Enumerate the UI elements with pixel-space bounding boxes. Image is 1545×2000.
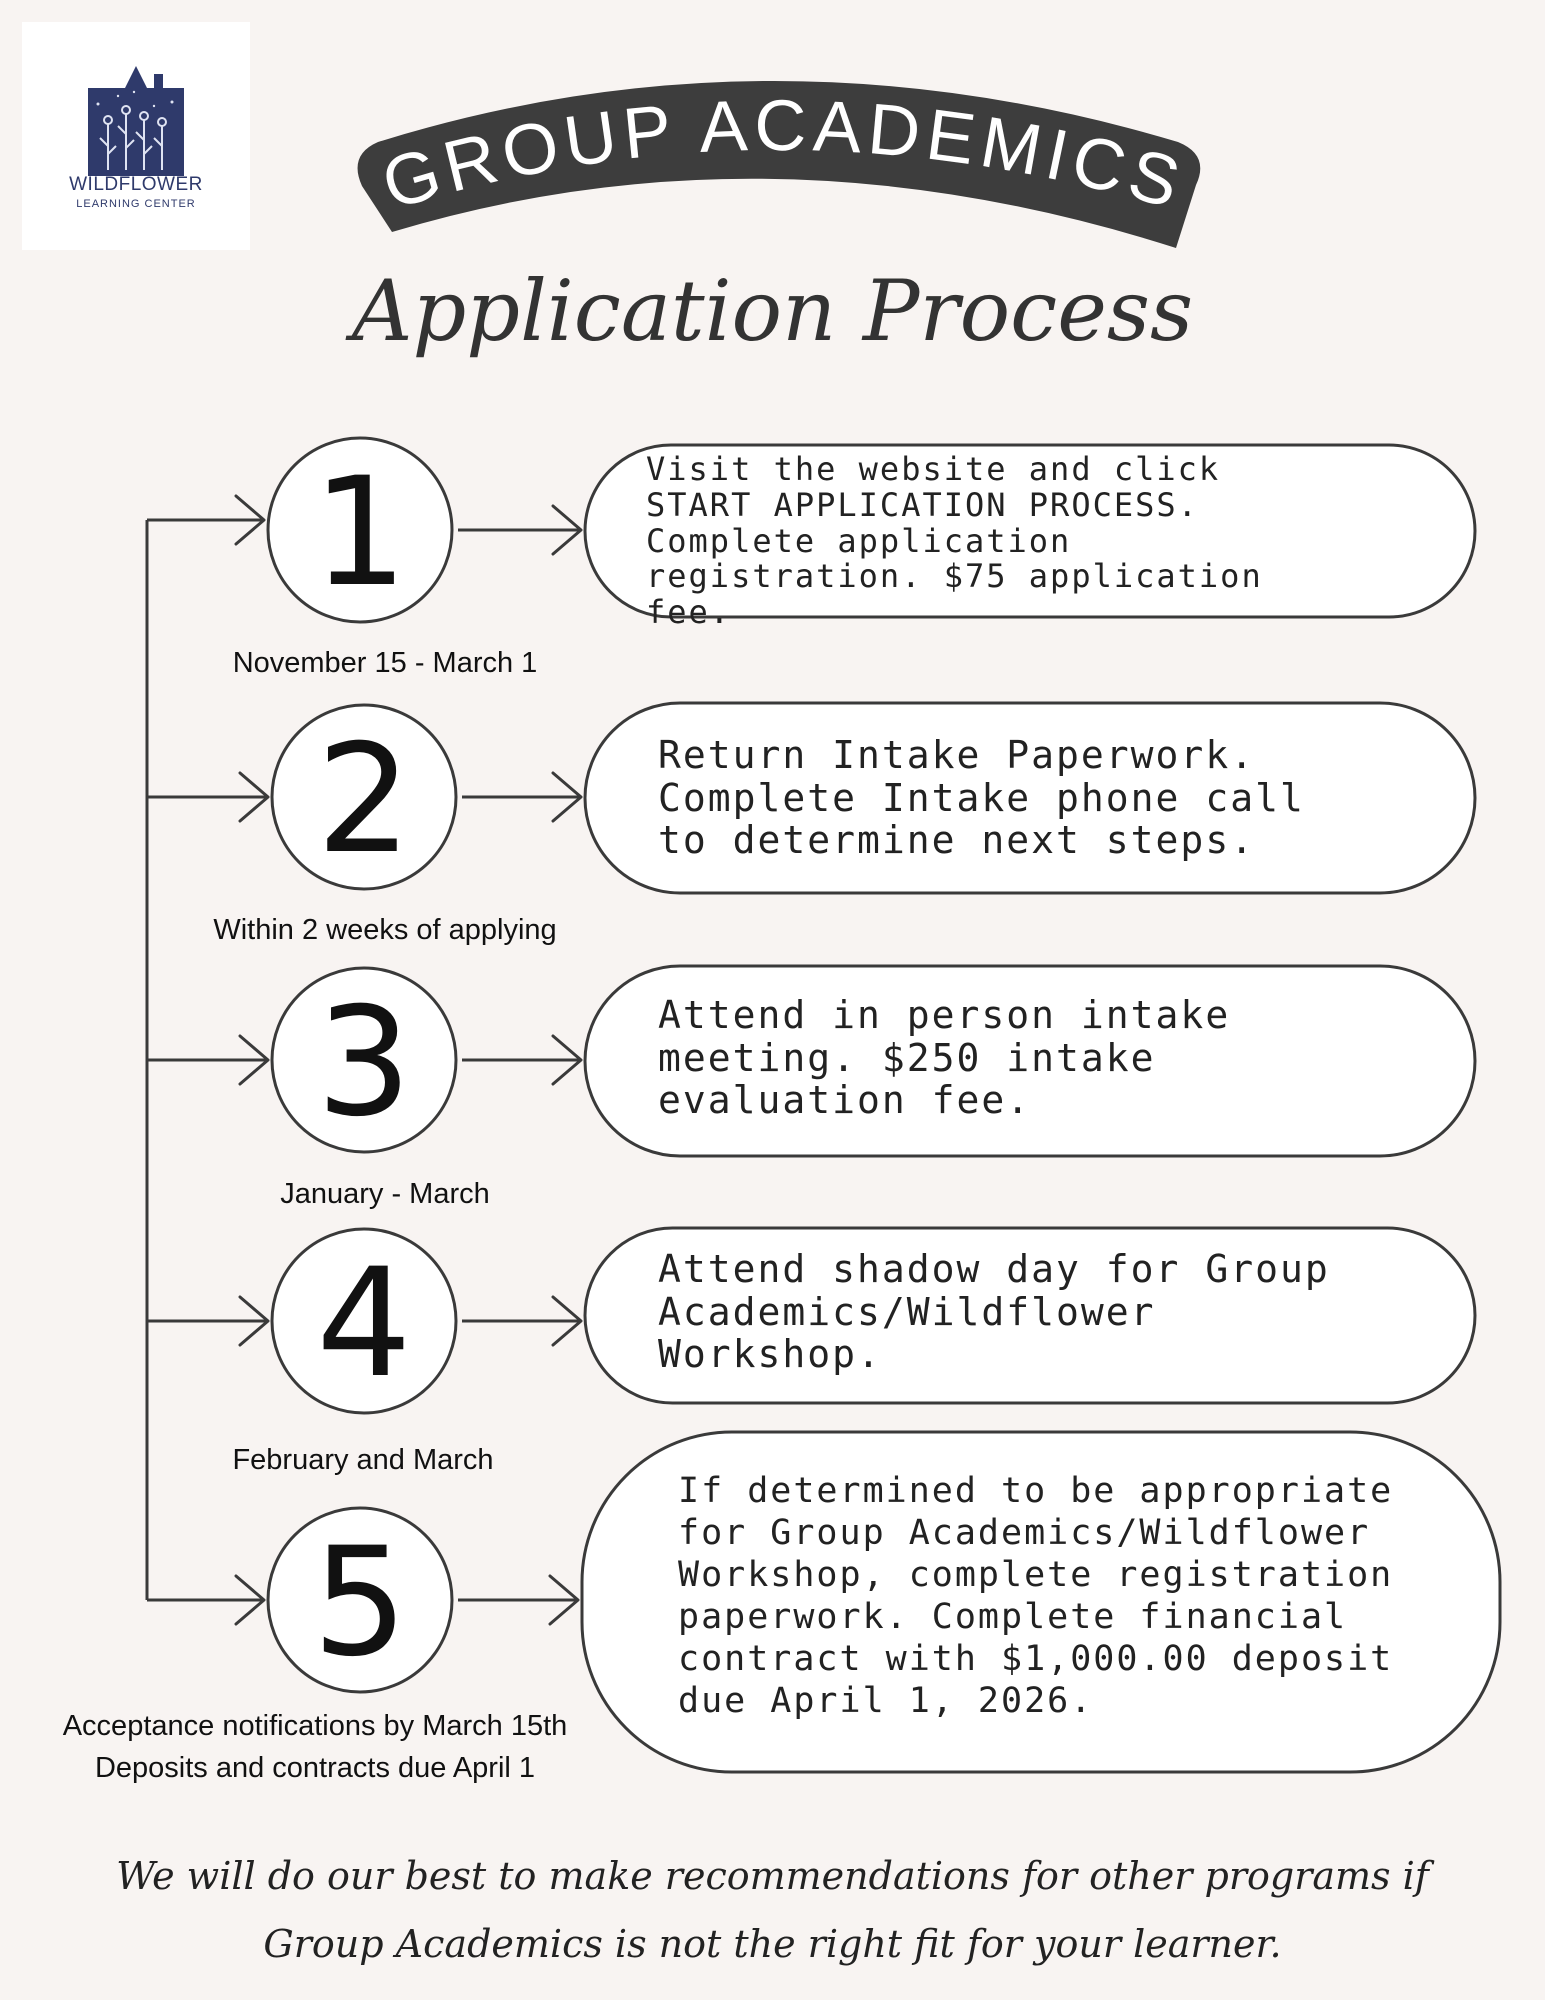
step-3-date: January - March	[280, 1178, 490, 1210]
logo-subtitle: LEARNING CENTER	[76, 198, 196, 210]
step-3-text: Attend in person intake meeting. $250 intake evaluation fee.	[658, 993, 1231, 1123]
step-2-text: Return Intake Paperwork. Complete Intake phone call to determine next steps.	[658, 733, 1305, 863]
page-subtitle: Application Process	[351, 262, 1194, 360]
step-1-number: 1	[312, 446, 408, 620]
closing-note	[0, 1842, 1545, 1978]
step-2-date: Within 2 weeks of applying	[213, 914, 557, 946]
step-4-number: 4	[316, 1237, 412, 1411]
page-title: GROUP ACADEMICS	[373, 85, 1194, 226]
closing-line-2: Group Academics is not the right fit for your learner.	[263, 1922, 1282, 1966]
step-4-text: Attend shadow day for Group Academics/Wildflower Workshop.	[658, 1247, 1330, 1377]
step-5-text: If determined to be appropriate for Group Academics/Wildflower Workshop, complete registration paperwork. Complete financial contract with $1,000.00 deposit due April 1, 2026.	[678, 1471, 1394, 1721]
step-1-date: November 15 - March 1	[232, 647, 538, 679]
step-5-number: 5	[312, 1516, 408, 1690]
step-5-date-line2: Deposits and contracts due April 1	[94, 1752, 536, 1784]
step-1-text: Visit the website and click START APPLICATION PROCESS. Complete application registration. $75 application fee.	[646, 450, 1263, 632]
step-5-date-line1: Acceptance notifications by March 15th	[62, 1710, 568, 1742]
step-2-number: 2	[316, 713, 412, 887]
step-3-number: 3	[316, 976, 412, 1150]
logo-name: WILDFLOWER	[69, 174, 203, 195]
closing-line-1: We will do our best to make recommendations for other programs if	[116, 1854, 1429, 1898]
step-4-date: February and March	[232, 1444, 494, 1476]
